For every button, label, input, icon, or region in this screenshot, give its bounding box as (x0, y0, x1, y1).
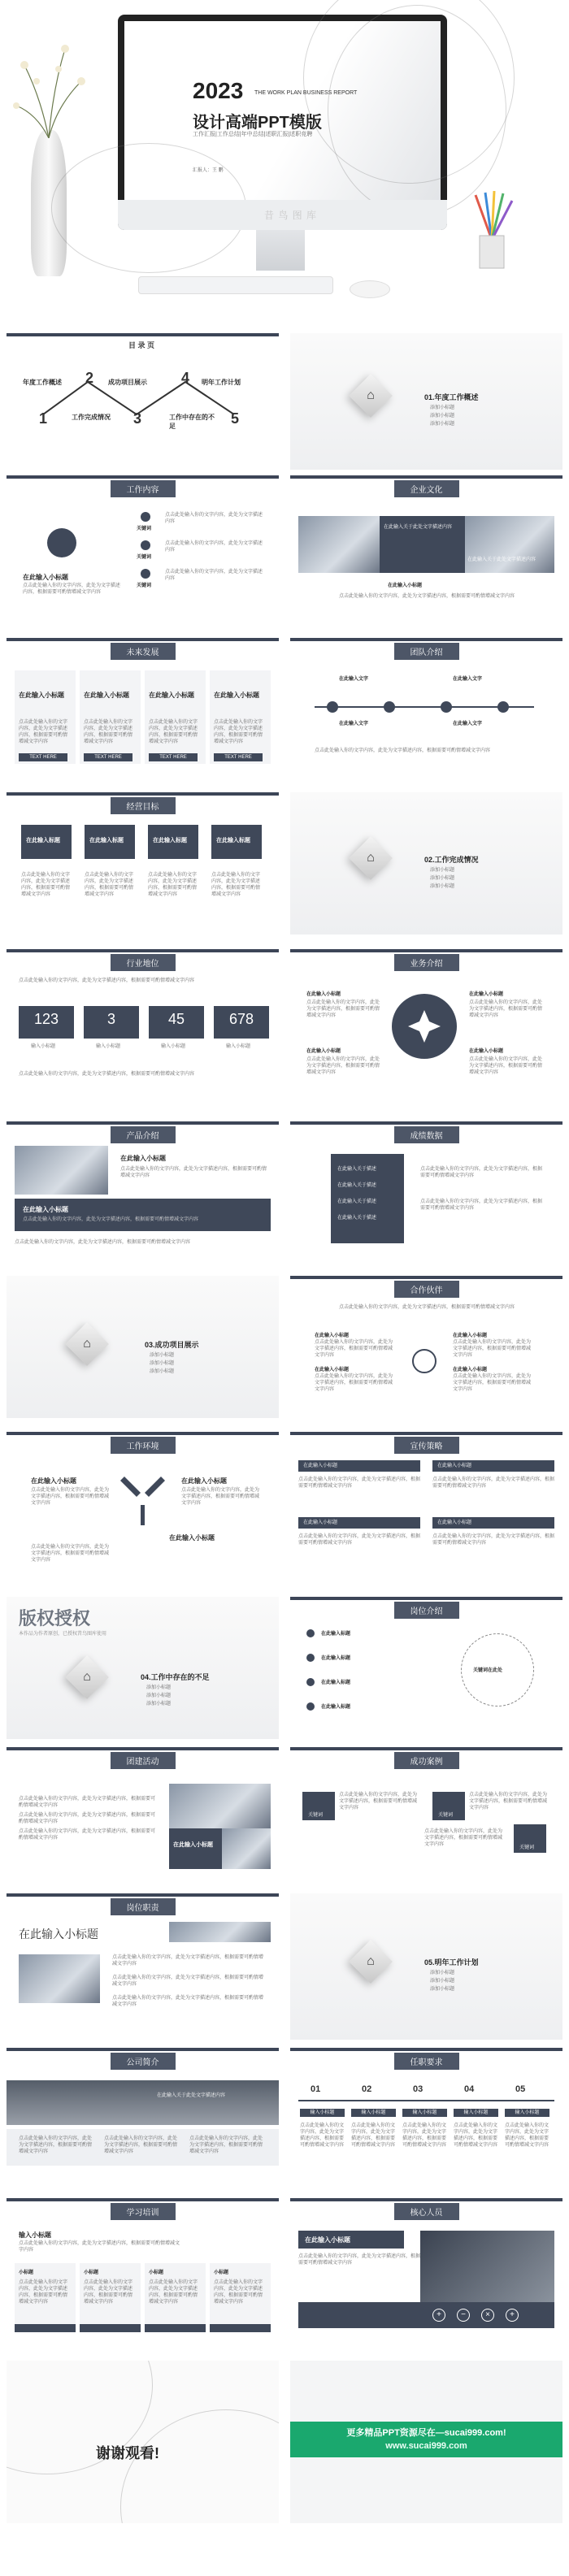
slide-title: 核心人员 (394, 2203, 459, 2220)
slide-title: 产品介绍 (111, 1126, 176, 1143)
slide-title: 任职要求 (394, 2053, 459, 2070)
cover-subtitle: THE WORK PLAN BUSINESS REPORT (254, 90, 358, 96)
section-2-title: 02.工作完成情况 (424, 856, 479, 864)
team-building-slide: 团建活动 点击此处输入你的文字内容，此处为文字描述内容，根据需要可酌情增减文字内容 点击此处输入你的文字内容，此处为文字描述内容，根据需要可酌情增减文字内容 点击此处输入你的文字内容，此处为文字描述内容，根据需要可酌情增减文字内容 在此输入小标题 (7, 1747, 279, 1885)
city-photo (7, 2080, 279, 2125)
toc-num-2: 2 (85, 370, 94, 386)
promo-text: 更多精品PPT资源尽在—sucai999.com! (346, 2428, 506, 2438)
slide-title: 成绩数据 (394, 1126, 459, 1143)
slide-title: 经营目标 (111, 797, 176, 814)
text-here-button[interactable]: TEXT HERE (84, 753, 132, 761)
slide-title: 岗位介绍 (394, 1602, 459, 1619)
slide-title: 企业文化 (394, 480, 459, 497)
cover-year: 2023 (193, 78, 244, 103)
location-icon (327, 701, 338, 713)
section-2-slide: ⌂ 02.工作完成情况 添加小标题 添加小标题 添加小标题 (290, 792, 562, 935)
future-item-1: 在此输入小标题 (19, 692, 64, 699)
office-photo (465, 516, 554, 573)
case-slide: 成功案例 关键词 关键词 关键词 点击此处输入你的文字内容，此处为文字描述内容，根据需要可酌情增减文字内容 点击此处输入你的文字内容，此处为文字描述内容，根据需要可酌情增减文字内容 点击此处输入你的文字内容，此处为文字描述内容，根据需要可酌情增减文字内容 (290, 1747, 562, 1885)
section-4-slide: 版权授权 本作品为作者原创，已授权昔鸟图库使用 ⌂ 04.工作中存在的不足 添加小标题 添加小标题 添加小标题 (7, 1597, 279, 1739)
pencil-cup-icon (467, 191, 516, 272)
monitor (118, 15, 447, 230)
toc-num-4: 4 (181, 370, 190, 386)
toc-num-3: 3 (133, 410, 142, 427)
culture-cap-1: 在此输入关于此处文字描述内容 (384, 525, 453, 530)
laptop-photo (420, 2231, 554, 2304)
post-slide: 岗位介绍 关键词在此处 在此输入标题 在此输入标题 在此输入标题 在此输入标题 (290, 1597, 562, 1739)
section-1-bullet-2: 添加小标题 (430, 414, 455, 418)
cover-slide (0, 0, 569, 329)
future-item-3: 在此输入小标题 (149, 692, 194, 699)
plus-icon[interactable]: + (432, 2309, 445, 2322)
work-content-slide: 工作内容 在此输入小标题 点击此处输入你的文字内容，此处为文字描述内容，根据需要可酌情增减文字内容 关键词 关键词 关键词 点击此处输入你的文字内容，此处为文字描述内容 点击此处输入你的文字内容，此处为文字描述内容 点击此处输入你的文字内容，此处为文字描述内容 (7, 475, 279, 630)
future-slide: 未来发展 在此输入小标题 在此输入小标题 在此输入小标题 在此输入小标题 点击此处输入你的文字内容，此处为文字描述内容，根据需要可酌情增减文字内容 点击此处输入你的文字内容，此处为文字描述内容，根据需要可酌情增减文字内容 点击此处输入你的文字内容，此处为文字描述内容，根据需要可酌情增减文字内容 点击此处输入你的文字内容，此处为文字描述内容，根据需要可酌情增减文字内容 TEXT HERE TEXT HERE TEXT HERE TEXT HERE (7, 638, 279, 780)
company-slide: 公司简介 在此输入关于此处文字描述内容 点击此处输入你的文字内容，此处为文字描述内容，根据需要可酌情增减文字内容 点击此处输入你的文字内容，此处为文字描述内容，根据需要可酌情增减文字内容 点击此处输入你的文字内容，此处为文字描述内容，根据需要可酌情增减文字内容 (7, 2048, 279, 2190)
partner-slide: 合作伙伴 点击此处输入你的文字内容，此处为文字描述内容，根据需要可酌情增减文字内容 在此输入小标题 在此输入小标题 在此输入小标题 在此输入小标题 点击此处输入你的文字内容，此处为文字描述内容，根据需要可酌情增减文字内容 点击此处输入你的文字内容，此处为文字描述内容，根据需要可酌情增减文字内容 点击此处输入你的文字内容，此处为文字描述内容，根据需要可酌情增减文字内容 点击此处输入你的文字内容，此处为文字描述内容，根据需要可酌情增减文字内容 (290, 1276, 562, 1418)
meeting-photo (169, 1784, 271, 1828)
strategy-slide: 宣传策略 在此输入小标题 在此输入小标题 在此输入小标题 在此输入小标题 点击此处输入你的文字内容，此处为文字描述内容，根据需要可酌情增减文字内容 点击此处输入你的文字内容，此处为文字描述内容，根据需要可酌情增减文字内容 点击此处输入你的文字内容，此处为文字描述内容，根据需要可酌情增减文字内容 点击此处输入你的文字内容，此处为文字描述内容，根据需要可酌情增减文字内容 (290, 1432, 562, 1586)
slide-title: 学习培训 (111, 2203, 176, 2220)
section-1-diamond (349, 374, 393, 418)
close-icon[interactable]: × (481, 2309, 494, 2322)
team-intro-slide: 团队介绍 在此输入文字 在此输入文字 在此输入文字 在此输入文字 点击此处输入你的文字内容，此处为文字描述内容，根据需要可酌情增减文字内容 (290, 638, 562, 780)
stat-value: 3 (106, 1011, 115, 1027)
home-icon: ⌂ (83, 1670, 91, 1684)
text-here-button[interactable]: TEXT HERE (149, 753, 198, 761)
results-slide: 成绩数据 在此输入关于描述 在此输入关于描述 在此输入关于描述 在此输入关于描述 点击此处输入你的文字内容，此处为文字描述内容，根据需要可酌情增减文字内容 点击此处输入你的文字内容，此处为文字描述内容，根据需要可酌情增减文字内容 (290, 1121, 562, 1264)
section-1-title: 01.年度工作概述 (424, 393, 479, 401)
thanks-slide (7, 2361, 279, 2523)
section-3-title: 03.成功项目展示 (145, 1341, 199, 1349)
mouse (350, 280, 390, 298)
slide-title: 未来发展 (111, 643, 176, 660)
industry-slide: 行业地位 点击此处输入你的文字内容，此处为文字描述内容，根据需要可酌情增减文字内容 123 3 45 678 输入小标题 输入小标题 输入小标题 输入小标题 点击此处输入你的文字内容，此处为文字描述内容，根据需要可酌情增减文字内容 (7, 949, 279, 1112)
work-key-1: 关键词 (137, 527, 152, 531)
slide-title: 团队介绍 (394, 643, 459, 660)
slide-title: 成功案例 (394, 1752, 459, 1769)
thanks-text: 谢谢观看! (96, 2445, 159, 2461)
text-here-button[interactable]: TEXT HERE (214, 753, 263, 761)
business-slide: 业务介绍 在此输入小标题 在此输入小标题 在此输入小标题 在此输入小标题 点击此处输入你的文字内容，此处为文字描述内容，根据需要可酌情增减文字内容 点击此处输入你的文字内容，此处为文字描述内容，根据需要可酌情增减文字内容 点击此处输入你的文字内容，此处为文字描述内容，根据需要可酌情增减文字内容 点击此处输入你的文字内容，此处为文字描述内容，根据需要可酌情增减文字内容 (290, 949, 562, 1112)
add-icon[interactable]: + (506, 2309, 519, 2322)
slide-title: 行业地位 (111, 954, 176, 971)
environment-slide: 工作环境 在此输入小标题 在此输入小标题 在此输入小标题 点击此处输入你的文字内容，此处为文字描述内容，根据需要可酌情增减文字内容 点击此处输入你的文字内容，此处为文字描述内容，根据需要可酌情增减文字内容 点击此处输入你的文字内容，此处为文字描述内容，根据需要可酌情增减文字内容 (7, 1432, 279, 1586)
idea-icon (384, 701, 395, 713)
calendar-icon (497, 701, 509, 713)
toc-num-1: 1 (39, 410, 48, 427)
toc-slide (7, 333, 279, 470)
slide-title: 工作环境 (111, 1437, 176, 1454)
cover-desc: 工作汇报|工作总结|年中总结|述职汇报|述职竞聘 (193, 132, 313, 137)
stat-value: 45 (167, 1011, 185, 1027)
people-photo (15, 1146, 108, 1195)
section-1-slide (290, 333, 562, 470)
section-1-bullet-1: 添加小标题 (430, 405, 455, 410)
watermark: 昔 鸟 图 库 (264, 210, 318, 221)
product-slide: 产品介绍 在此输入小标题 点击此处输入你的文字内容，此处为文字描述内容，根据需要可酌情增减文字内容 在此输入小标题 点击此处输入你的文字内容，此处为文字描述内容，根据需要可酌情增减文字内容 点击此处输入你的文字内容，此处为文字描述内容，根据需要可酌情增减文字内容 (7, 1121, 279, 1264)
keyboard (138, 276, 333, 294)
slide-title: 岗位职责 (111, 1898, 176, 1915)
toc-item-2: 成功项目展示 (108, 379, 147, 386)
slide-title: 公司简介 (111, 2053, 176, 2070)
culture-head: 在此输入小标题 (388, 583, 423, 588)
buildings-photo (298, 516, 380, 573)
slide-title: 合作伙伴 (394, 1281, 459, 1298)
monitor-stand (256, 230, 305, 271)
stat-value: 123 (33, 1011, 59, 1027)
core-staff-slide: 核心人员 在此输入小标题 点击此处输入你的文字内容，此处为文字描述内容，根据需要可酌情增减文字内容 + − × + (290, 2198, 562, 2348)
slide-title: 业务介绍 (394, 954, 459, 971)
future-item-2: 在此输入小标题 (84, 692, 129, 699)
copyright-banner: 版权授权 (19, 1608, 91, 1628)
promo-slide (290, 2361, 562, 2523)
slide-title: 工作内容 (111, 480, 176, 497)
monitor-screen (124, 21, 441, 200)
clock-icon (47, 528, 76, 557)
section-5-title: 05.明年工作计划 (424, 1958, 479, 1967)
toc-item-4: 明年工作计划 (202, 379, 241, 386)
toc-num-5: 5 (231, 410, 240, 427)
lightbulb-icon (412, 1349, 437, 1373)
home-icon: ⌂ (367, 851, 375, 865)
flowers-icon (8, 33, 89, 138)
section-5-slide: ⌂ 05.明年工作计划 添加小标题 添加小标题 添加小标题 (290, 1893, 562, 2040)
minus-icon[interactable]: − (457, 2309, 470, 2322)
toc-title: 目 录 页 (128, 341, 155, 349)
slide-title: 团建活动 (111, 1752, 176, 1769)
toc-item-3: 工作完成情况 (72, 414, 111, 421)
work-head: 在此输入小标题 (23, 574, 68, 581)
section-3-slide: ⌂ 03.成功项目展示 添加小标题 添加小标题 添加小标题 (7, 1276, 279, 1418)
work-key-3: 关键词 (137, 583, 152, 588)
text-here-button[interactable]: TEXT HERE (19, 753, 67, 761)
home-icon: ⌂ (367, 388, 375, 402)
culture-cap-2: 在此输入关于此处文字描述内容 (467, 557, 536, 562)
section-1-bullet-3: 添加小标题 (430, 422, 455, 427)
requirements-slide: 任职要求 01 02 03 04 05 输入小标题 输入小标题 输入小标题 输入小标题 输入小标题 点击此处输入你的文字内容，此处为文字描述内容，根据需要可酌情增减文字内容 点击此处输入你的文字内容，此处为文字描述内容，根据需要可酌情增减文字内容 点击此处输入你的文字内容，此处为文字描述内容，根据需要可酌情增减文字内容 点击此处输入你的文字内容，此处为文字描述内容，根据需要可酌情增减文字内容 点击此处输入你的文字内容，此处为文字描述内容，根据需要可酌情增减文字内容 (290, 2048, 562, 2190)
home-icon: ⌂ (367, 1954, 375, 1968)
toc-item-5: 工作中存在的不足 (169, 414, 215, 430)
future-item-4: 在此输入小标题 (214, 692, 259, 699)
cover-title: 设计高端PPT模版 (193, 114, 322, 132)
promo-url[interactable]: www.sucai999.com (385, 2441, 467, 2451)
stat-value: 678 (228, 1011, 254, 1027)
mic-icon (441, 701, 452, 713)
training-slide: 学习培训 输入小标题 点击此处输入你的文字内容，此处为文字描述内容，根据需要可酌情增减文字内容 小标题 小标题 小标题 小标题 点击此处输入你的文字内容，此处为文字描述内容，根据需要可酌情增减文字内容 点击此处输入你的文字内容，此处为文字描述内容，根据需要可酌情增减文字内容 点击此处输入你的文字内容，此处为文字描述内容，根据需要可酌情增减文字内容 点击此处输入你的文字内容，此处为文字描述内容，根据需要可酌情增减文字内容 (7, 2198, 279, 2348)
duty-slide: 岗位职责 在此输入小标题 点击此处输入你的文字内容，此处为文字描述内容，根据需要可酌情增减文字内容 点击此处输入你的文字内容，此处为文字描述内容，根据需要可酌情增减文字内容 点击此处输入你的文字内容，此处为文字描述内容，根据需要可酌情增减文字内容 (7, 1893, 279, 2040)
toc-item-1: 年度工作概述 (23, 379, 62, 386)
work-body: 点击此处输入你的文字内容，此处为文字描述内容，根据需要可酌情增减文字内容 (23, 583, 121, 595)
section-4-title: 04.工作中存在的不足 (141, 1673, 210, 1681)
handshake-photo (19, 1954, 100, 2003)
culture-slide: 企业文化 在此输入关于此处文字描述内容 在此输入关于此处文字描述内容 在此输入小标题 点击此处输入你的文字内容，此处为文字描述内容，根据需要可酌情增减文字内容 (290, 475, 562, 630)
home-icon: ⌂ (83, 1337, 91, 1351)
cover-reporter: 汇报人：王 鹏 (193, 168, 224, 173)
slide-title: 宣传策略 (394, 1437, 459, 1454)
work-key-2: 关键词 (137, 555, 152, 560)
goal-slide: 经营目标 在此输入标题 在此输入标题 在此输入标题 在此输入标题 点击此处输入你的文字内容，此处为文字描述内容，根据需要可酌情增减文字内容 点击此处输入你的文字内容，此处为文字描述内容，根据需要可酌情增减文字内容 点击此处输入你的文字内容，此处为文字描述内容，根据需要可酌情增减文字内容 点击此处输入你的文字内容，此处为文字描述内容，根据需要可酌情增减文字内容 (7, 792, 279, 935)
